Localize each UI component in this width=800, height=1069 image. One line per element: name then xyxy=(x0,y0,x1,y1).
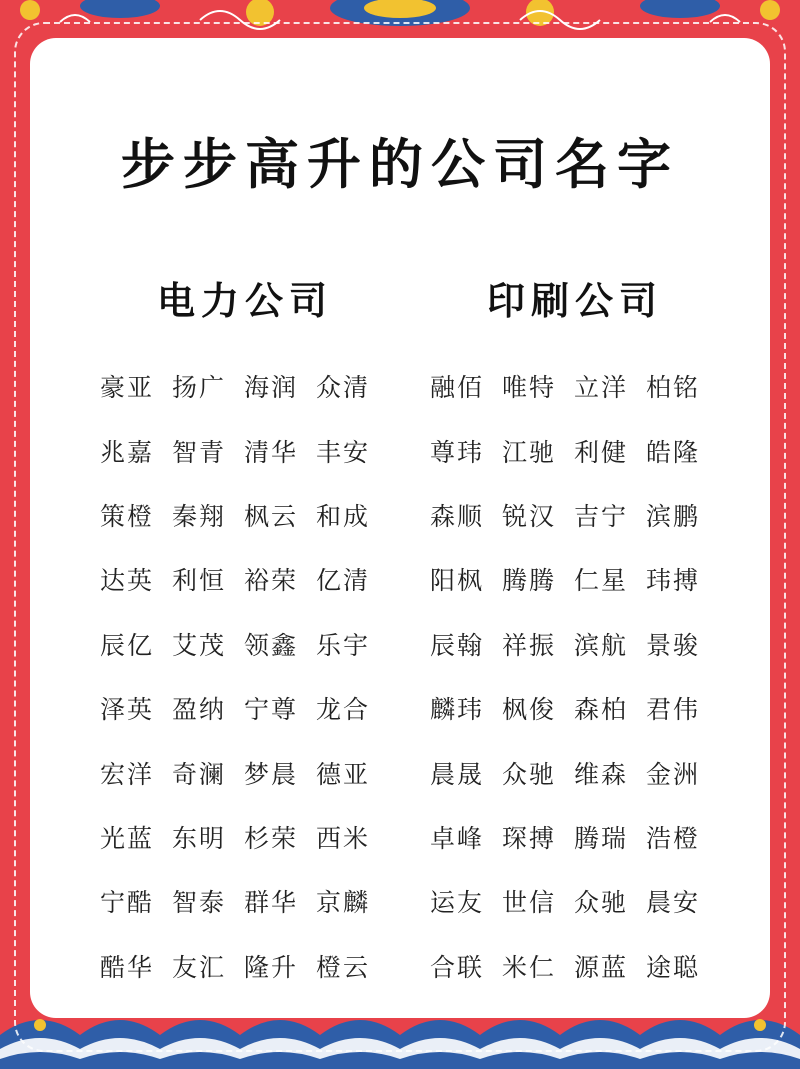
name-row xyxy=(430,418,730,482)
company-name: 策橙 xyxy=(100,501,155,531)
company-name: 众驰 xyxy=(574,888,629,918)
name-row xyxy=(100,805,400,869)
company-name: 森顺 xyxy=(430,501,485,531)
company-name: 橙云 xyxy=(316,952,371,982)
company-name: 宏洋 xyxy=(100,759,155,789)
name-row xyxy=(100,547,400,611)
company-name: 玮搏 xyxy=(646,566,701,596)
company-name: 腾腾 xyxy=(502,566,557,596)
company-name: 盈纳 xyxy=(172,695,227,725)
name-row xyxy=(100,483,400,547)
name-row xyxy=(430,934,730,998)
company-name: 森柏 xyxy=(574,695,629,725)
company-name: 米仁 xyxy=(502,952,557,982)
company-name: 立洋 xyxy=(574,373,629,403)
company-name: 滨鹏 xyxy=(646,501,701,531)
name-row xyxy=(100,676,400,740)
company-name: 浩橙 xyxy=(646,823,701,853)
company-name: 运友 xyxy=(430,888,485,918)
company-name: 卓峰 xyxy=(430,823,485,853)
company-name: 隆升 xyxy=(244,952,299,982)
company-name: 麟玮 xyxy=(430,695,485,725)
company-name: 皓隆 xyxy=(646,437,701,467)
company-name: 亿清 xyxy=(316,566,371,596)
column-heading-electric: 电力公司 xyxy=(156,278,333,323)
name-row xyxy=(430,676,730,740)
company-name: 秦翔 xyxy=(172,501,227,531)
company-name: 京麟 xyxy=(316,888,371,918)
company-name: 西米 xyxy=(316,823,371,853)
company-name: 辰翰 xyxy=(430,630,485,660)
company-name: 群华 xyxy=(244,888,299,918)
company-name: 景骏 xyxy=(646,630,701,660)
company-name: 江驰 xyxy=(502,437,557,467)
company-name: 腾瑞 xyxy=(574,823,629,853)
company-name: 海润 xyxy=(244,373,299,403)
name-row xyxy=(100,612,400,676)
company-name: 乐宇 xyxy=(316,630,371,660)
company-name: 宁酷 xyxy=(100,888,155,918)
company-name: 领鑫 xyxy=(244,630,299,660)
name-row xyxy=(430,547,730,611)
company-name: 和成 xyxy=(316,501,371,531)
company-name: 滨航 xyxy=(574,630,629,660)
company-name: 宁尊 xyxy=(244,695,299,725)
company-name: 途聪 xyxy=(646,952,701,982)
company-name: 豪亚 xyxy=(100,373,155,403)
company-name: 尊玮 xyxy=(430,437,485,467)
name-row xyxy=(430,612,730,676)
name-row xyxy=(430,354,730,418)
company-name: 利恒 xyxy=(172,566,227,596)
company-name: 仁星 xyxy=(574,566,629,596)
name-row xyxy=(430,740,730,804)
company-name: 智泰 xyxy=(172,888,227,918)
company-name: 艾茂 xyxy=(172,630,227,660)
company-name: 奇澜 xyxy=(172,759,227,789)
company-name: 龙合 xyxy=(316,695,371,725)
company-name: 东明 xyxy=(172,823,227,853)
name-row xyxy=(430,805,730,869)
company-name: 枫俊 xyxy=(502,695,557,725)
name-row xyxy=(100,740,400,804)
column-heading-printing: 印刷公司 xyxy=(486,278,663,323)
company-name: 枫云 xyxy=(244,501,299,531)
company-name: 友汇 xyxy=(172,952,227,982)
company-name: 杉荣 xyxy=(244,823,299,853)
name-row xyxy=(430,869,730,933)
name-list-printing xyxy=(430,354,730,998)
company-name: 兆嘉 xyxy=(100,437,155,467)
company-name: 吉宁 xyxy=(574,501,629,531)
name-row xyxy=(100,934,400,998)
company-name: 德亚 xyxy=(316,759,371,789)
name-row xyxy=(430,483,730,547)
company-name: 唯特 xyxy=(502,373,557,403)
name-list-electric xyxy=(100,354,400,998)
company-name: 锐汉 xyxy=(502,501,557,531)
company-name: 源蓝 xyxy=(574,952,629,982)
company-name: 丰安 xyxy=(316,437,371,467)
company-name: 酷华 xyxy=(100,952,155,982)
company-name: 阳枫 xyxy=(430,566,485,596)
company-name: 光蓝 xyxy=(100,823,155,853)
company-name: 晨晟 xyxy=(430,759,485,789)
name-row xyxy=(100,354,400,418)
company-name: 众驰 xyxy=(502,759,557,789)
page-title: 步步高升的公司名字 xyxy=(121,132,679,196)
company-name: 君伟 xyxy=(646,695,701,725)
company-name: 梦晨 xyxy=(244,759,299,789)
company-name: 合联 xyxy=(430,952,485,982)
company-name: 琛搏 xyxy=(502,823,557,853)
company-name: 智青 xyxy=(172,437,227,467)
company-name: 泽英 xyxy=(100,695,155,725)
name-row xyxy=(100,418,400,482)
company-name: 维森 xyxy=(574,759,629,789)
company-name: 众清 xyxy=(316,373,371,403)
company-name: 金洲 xyxy=(646,759,701,789)
company-name: 清华 xyxy=(244,437,299,467)
company-name: 融佰 xyxy=(430,373,485,403)
company-name: 裕荣 xyxy=(244,566,299,596)
company-name: 利健 xyxy=(574,437,629,467)
company-name: 祥振 xyxy=(502,630,557,660)
company-name: 达英 xyxy=(100,566,155,596)
company-name: 辰亿 xyxy=(100,630,155,660)
company-name: 扬广 xyxy=(172,373,227,403)
company-name: 世信 xyxy=(502,888,557,918)
company-name: 柏铭 xyxy=(646,373,701,403)
company-name: 晨安 xyxy=(646,888,701,918)
name-row xyxy=(100,869,400,933)
